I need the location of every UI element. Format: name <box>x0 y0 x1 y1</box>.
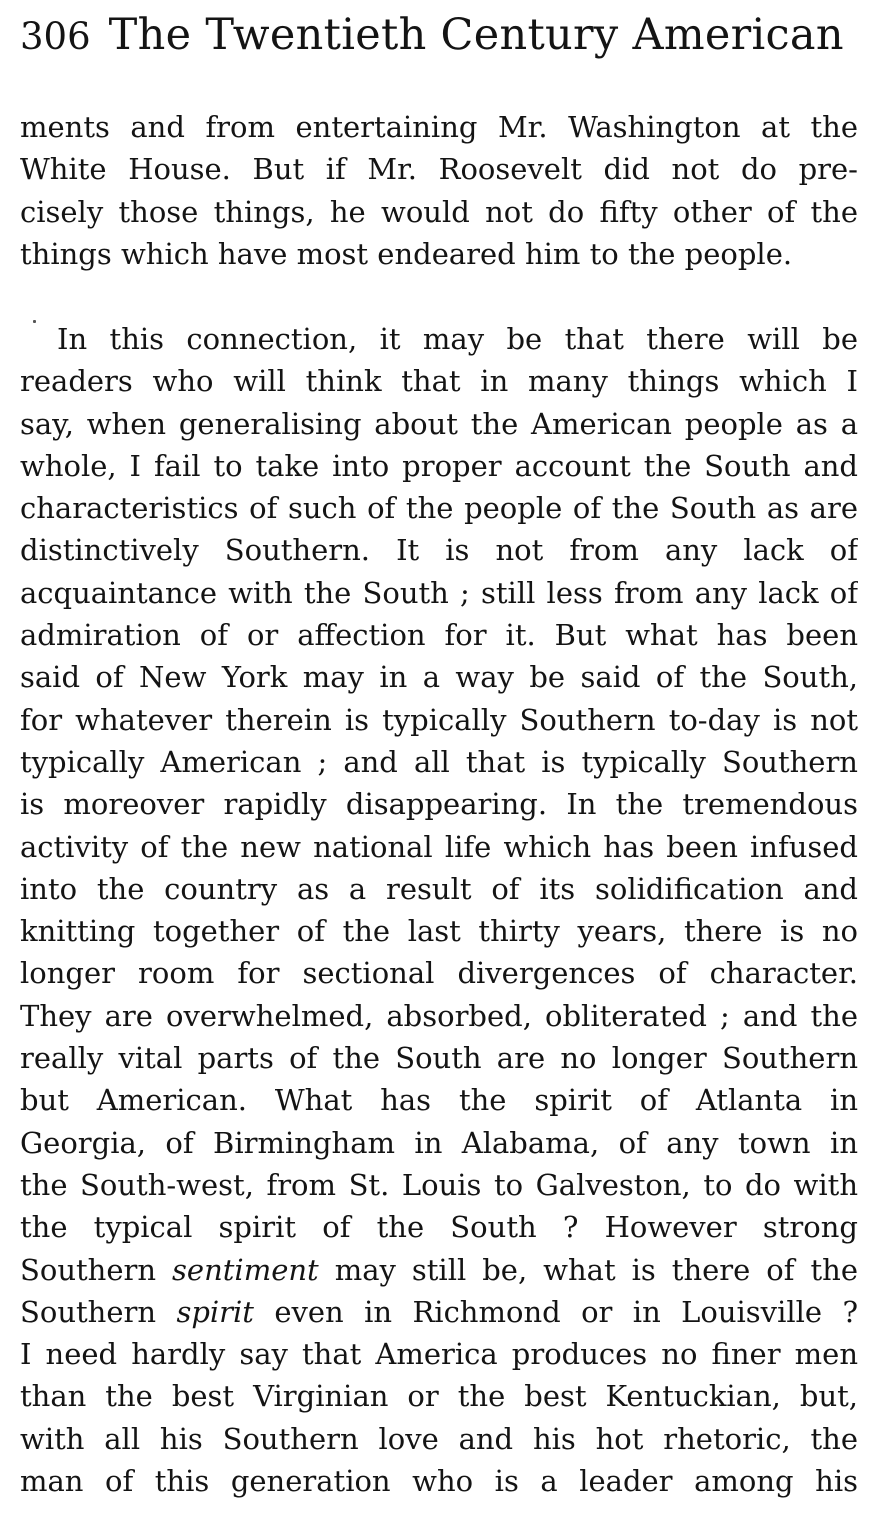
text-line: knitting together of the last thirty years, there is no <box>20 914 858 949</box>
text-line: said of New York may in a way be said of the South, <box>20 660 858 695</box>
text-line: really vital parts of the South are no longer Southern <box>20 1041 858 1076</box>
text-line: with all his Southern love and his hot rhetoric, the <box>20 1421 858 1456</box>
text-line: man of this generation who is a leader among his <box>20 1464 858 1499</box>
text-line: They are overwhelmed, absorbed, obliterated ; and the <box>20 998 858 1033</box>
text-line: distinctively Southern. It is not from any lack of <box>20 533 858 568</box>
text-line: things which have most endeared him to the people. <box>20 236 793 271</box>
paragraph-2 <box>20 318 858 1502</box>
text-line: the typical spirit of the South ? However strong <box>20 1210 858 1245</box>
page-number: 306 <box>20 15 91 58</box>
text-line: typically American ; and all that is typically Southern <box>20 744 858 779</box>
text-line: activity of the new national life which has been infused <box>20 829 858 864</box>
text-line-with-italic <box>20 1249 858 1291</box>
text-line: readers who will think that in many things which I <box>20 364 858 399</box>
text-line-with-italic <box>20 1291 858 1333</box>
line-text-before: Southern <box>20 1294 177 1329</box>
text-line: but American. What has the spirit of Atlanta in <box>20 1083 858 1118</box>
text-line: White House. But if Mr. Roosevelt did not do pre- <box>20 152 858 187</box>
text-line: ments and from entertaining Mr. Washington at the <box>20 110 858 144</box>
text-line: than the best Virginian or the best Kentuckian, but, <box>20 1379 858 1414</box>
text-line: is moreover rapidly disappearing. In the tremendous <box>20 787 858 822</box>
running-title: The Twentieth Century American <box>108 10 844 60</box>
line-text-after: even in Richmond or in Louisville ? <box>253 1294 858 1329</box>
line-text-after: may still be, what is there of the <box>318 1252 858 1287</box>
text-line: acquaintance with the South ; still less from any lack of <box>20 575 858 610</box>
text-line: I need hardly say that America produces no finer men <box>20 1337 858 1372</box>
text-line: into the country as a result of its solidification and <box>20 871 858 906</box>
paragraph-1 <box>20 106 858 275</box>
text-line: for whatever therein is typically Southern to-day is not <box>20 702 858 737</box>
text-line: say, when generalising about the American people as a <box>20 406 858 441</box>
italic-word: spirit <box>176 1294 254 1329</box>
text-line: In this connection, it may be that there will be <box>57 322 858 356</box>
text-line: admiration of or affection for it. But what has been <box>20 618 858 653</box>
text-line: cisely those things, he would not do fifty other of the <box>20 194 858 229</box>
text-line: characteristics of such of the people of the South as are <box>20 491 858 526</box>
line-text-before: Southern <box>20 1252 173 1287</box>
italic-word: sentiment <box>172 1252 319 1287</box>
text-line: the South-west, from St. Louis to Galveston, to do with <box>20 1167 858 1202</box>
text-line: whole, I fail to take into proper account the South and <box>20 448 858 483</box>
text-line: longer room for sectional divergences of character. <box>20 956 858 991</box>
text-line: Georgia, of Birmingham in Alabama, of any town in <box>20 1125 858 1160</box>
page-header <box>20 10 844 70</box>
